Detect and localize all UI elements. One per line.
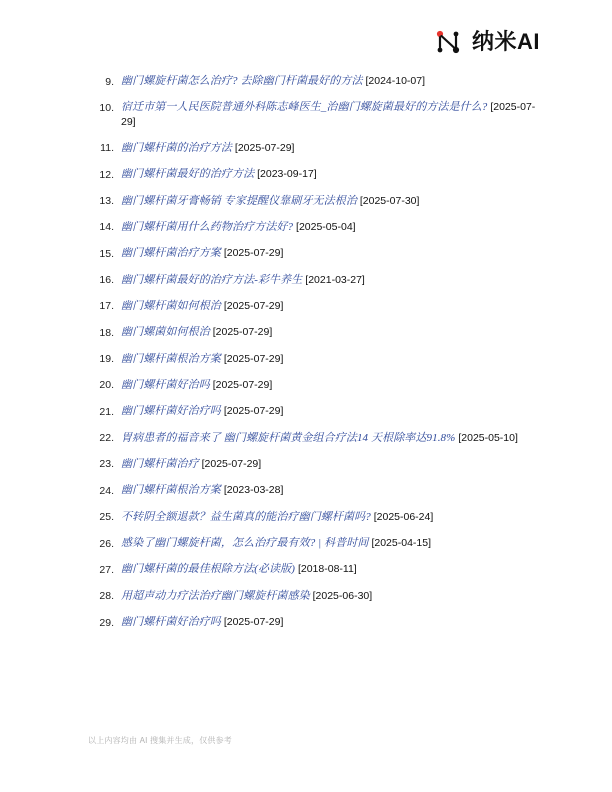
list-item[interactable] (88, 589, 536, 604)
list-item-date: [2025-07-29] (223, 247, 284, 260)
list-item-date: [2024-10-07] (365, 75, 426, 87)
list-item-date: [2025-07-29] (223, 405, 284, 418)
list-item-body (121, 562, 536, 577)
list-item-date: [2025-05-10] (458, 431, 518, 444)
list-item-title[interactable]: 幽门螺杆菌治疗方案 (121, 247, 221, 260)
list-item-body (121, 167, 536, 182)
list-item-number: 13. (99, 195, 114, 208)
list-item-title[interactable]: 幽门螺杆菌根治方案 (121, 484, 221, 497)
list-item[interactable] (88, 273, 536, 288)
list-item-date: [2025-07-29] (212, 378, 273, 391)
list-item-number: 11. (100, 142, 114, 155)
list-item-number: 16. (99, 274, 114, 287)
footer-note: 以上内容均由 AI 搜集并生成，仅供参考 (88, 736, 233, 745)
list-item-date: [2025-07-29] (223, 616, 284, 629)
list-item-title[interactable]: 幽门螺杆菌好治吗 (121, 378, 210, 391)
list-item-body (121, 100, 536, 129)
list-item-body (121, 299, 536, 314)
list-item-title[interactable]: 幽门螺杆菌用什么药物治疗方法好? (121, 220, 294, 233)
list-item-title[interactable]: 幽门螺菌如何根治 (121, 326, 210, 339)
list-item-body (121, 615, 536, 630)
list-item-title[interactable]: 幽门螺杆菌好治疗吗 (121, 616, 221, 629)
list-item-body (121, 273, 536, 288)
list-item-title[interactable]: 宿迁市第一人民医院普通外科陈志峰医生_治幽门螺旋菌最好的方法是什么? (121, 101, 488, 114)
list-item-title[interactable]: 幽门螺杆菌如何根治 (121, 299, 221, 312)
list-item-date: [2025-06-30] (312, 589, 373, 602)
list-item-number: 10. (99, 101, 114, 114)
list-item-number: 23. (99, 458, 114, 471)
list-item[interactable] (88, 483, 536, 498)
list-item-date: [2025-07-29] (223, 352, 284, 365)
list-item-title[interactable]: 幽门螺杆菌好治疗吗 (121, 405, 221, 418)
list-item-body (121, 510, 536, 525)
list-item-date: [2025-07-29] (223, 299, 284, 312)
list-item-number: 22. (99, 432, 114, 445)
list-item-date: [2023-03-28] (223, 484, 284, 497)
list-item[interactable] (88, 536, 536, 551)
list-item-title[interactable]: 幽门螺杆菌根治方案 (121, 352, 221, 365)
list-item-number: 9. (105, 75, 114, 88)
list-item-date: [2023-09-17] (257, 168, 317, 181)
list-item-body (121, 141, 536, 156)
list-item[interactable] (88, 404, 536, 419)
list-item[interactable] (88, 562, 536, 577)
list-item-body (121, 483, 536, 498)
list-item[interactable] (88, 457, 536, 472)
list-item[interactable] (88, 378, 536, 393)
list-item-title[interactable]: 感染了幽门螺旋杆菌，怎么治疗最有效? | 科普时间 (121, 537, 369, 550)
list-item[interactable] (88, 299, 536, 314)
list-item-title[interactable]: 不转阴全额退款？益生菌真的能治疗幽门螺杆菌吗? (121, 510, 371, 523)
list-item[interactable] (88, 220, 536, 235)
list-item-body (121, 404, 536, 419)
list-item-date: [2025-05-04] (296, 220, 356, 233)
list-item-title[interactable]: 胃病患者的福音来了 幽门螺旋杆菌黄金组合疗法14 天根除率达91.8% (121, 431, 456, 444)
list-item[interactable] (88, 194, 536, 209)
list-item-date: [2025-06-24] (373, 510, 434, 523)
search-result-list (88, 74, 536, 641)
list-item-title[interactable]: 幽门螺杆菌治疗 (121, 457, 199, 470)
list-item-number: 20. (99, 379, 114, 392)
list-item-number: 12. (99, 168, 114, 181)
list-item-title[interactable]: 幽门螺杆菌最好的治疗方法 (121, 168, 255, 181)
nano-ai-logo-icon (434, 28, 462, 56)
list-item-number: 14. (99, 221, 114, 234)
brand-name: 纳米AI (471, 29, 540, 54)
list-item-body (121, 589, 536, 604)
list-item-body (121, 457, 536, 472)
list-item-number: 25. (99, 511, 114, 524)
list-item-number: 18. (99, 326, 114, 339)
list-item-date: [2018-08-11] (297, 563, 357, 576)
list-item-title[interactable]: 幽门螺旋杆菌怎么治疗? 去除幽门杆菌最好的方法 (121, 75, 363, 87)
list-item[interactable] (88, 615, 536, 630)
list-item[interactable] (88, 510, 536, 525)
list-item[interactable] (88, 246, 536, 261)
list-item-number: 29. (99, 616, 114, 629)
list-item-body (121, 74, 536, 89)
list-item[interactable] (88, 141, 536, 156)
list-item-title[interactable]: 幽门螺杆菌牙膏畅销 专家提醒仪靠刷牙无法根治 (121, 194, 357, 207)
list-item-date: [2025-07-29] (234, 141, 295, 154)
list-item-number: 27. (99, 563, 114, 576)
list-item-title[interactable]: 幽门螺杆菌最好的治疗方法-彩牛养生 (121, 273, 303, 286)
list-item-number: 19. (99, 353, 114, 366)
list-item[interactable] (88, 325, 536, 340)
list-item-body (121, 352, 536, 367)
list-item[interactable] (88, 352, 536, 367)
list-item-number: 21. (99, 405, 114, 418)
list-item[interactable] (88, 167, 536, 182)
list-item-date: [2025-07-30] (359, 194, 420, 207)
list-item-date: [2025-07-29] (121, 101, 536, 129)
list-item-body (121, 378, 536, 393)
list-item[interactable] (88, 74, 536, 89)
list-item-body (121, 194, 536, 209)
list-item-body (121, 246, 536, 261)
list-item-title[interactable]: 用超声动力疗法治疗幽门螺旋杆菌感染 (121, 589, 310, 602)
list-item-title[interactable]: 幽门螺杆菌的治疗方法 (121, 141, 232, 154)
list-item-date: [2025-07-29] (212, 326, 273, 339)
list-item-body (121, 325, 536, 340)
list-item-body (121, 431, 536, 446)
list-item-number: 26. (99, 537, 114, 550)
list-item-body (121, 536, 536, 551)
list-item-title[interactable]: 幽门螺杆菌的最佳根除方法(必读版) (121, 563, 296, 576)
list-item-number: 28. (99, 590, 114, 603)
list-item-date: [2025-07-29] (201, 457, 262, 470)
list-item[interactable] (88, 431, 536, 446)
brand-header (434, 28, 540, 56)
list-item-date: [2025-04-15] (371, 537, 431, 550)
list-item-body (121, 220, 536, 235)
list-item-date: [2021-03-27] (305, 273, 365, 286)
list-item-number: 17. (99, 300, 114, 313)
list-item[interactable] (88, 100, 536, 129)
list-item-number: 24. (99, 484, 114, 497)
list-item-number: 15. (99, 247, 114, 260)
